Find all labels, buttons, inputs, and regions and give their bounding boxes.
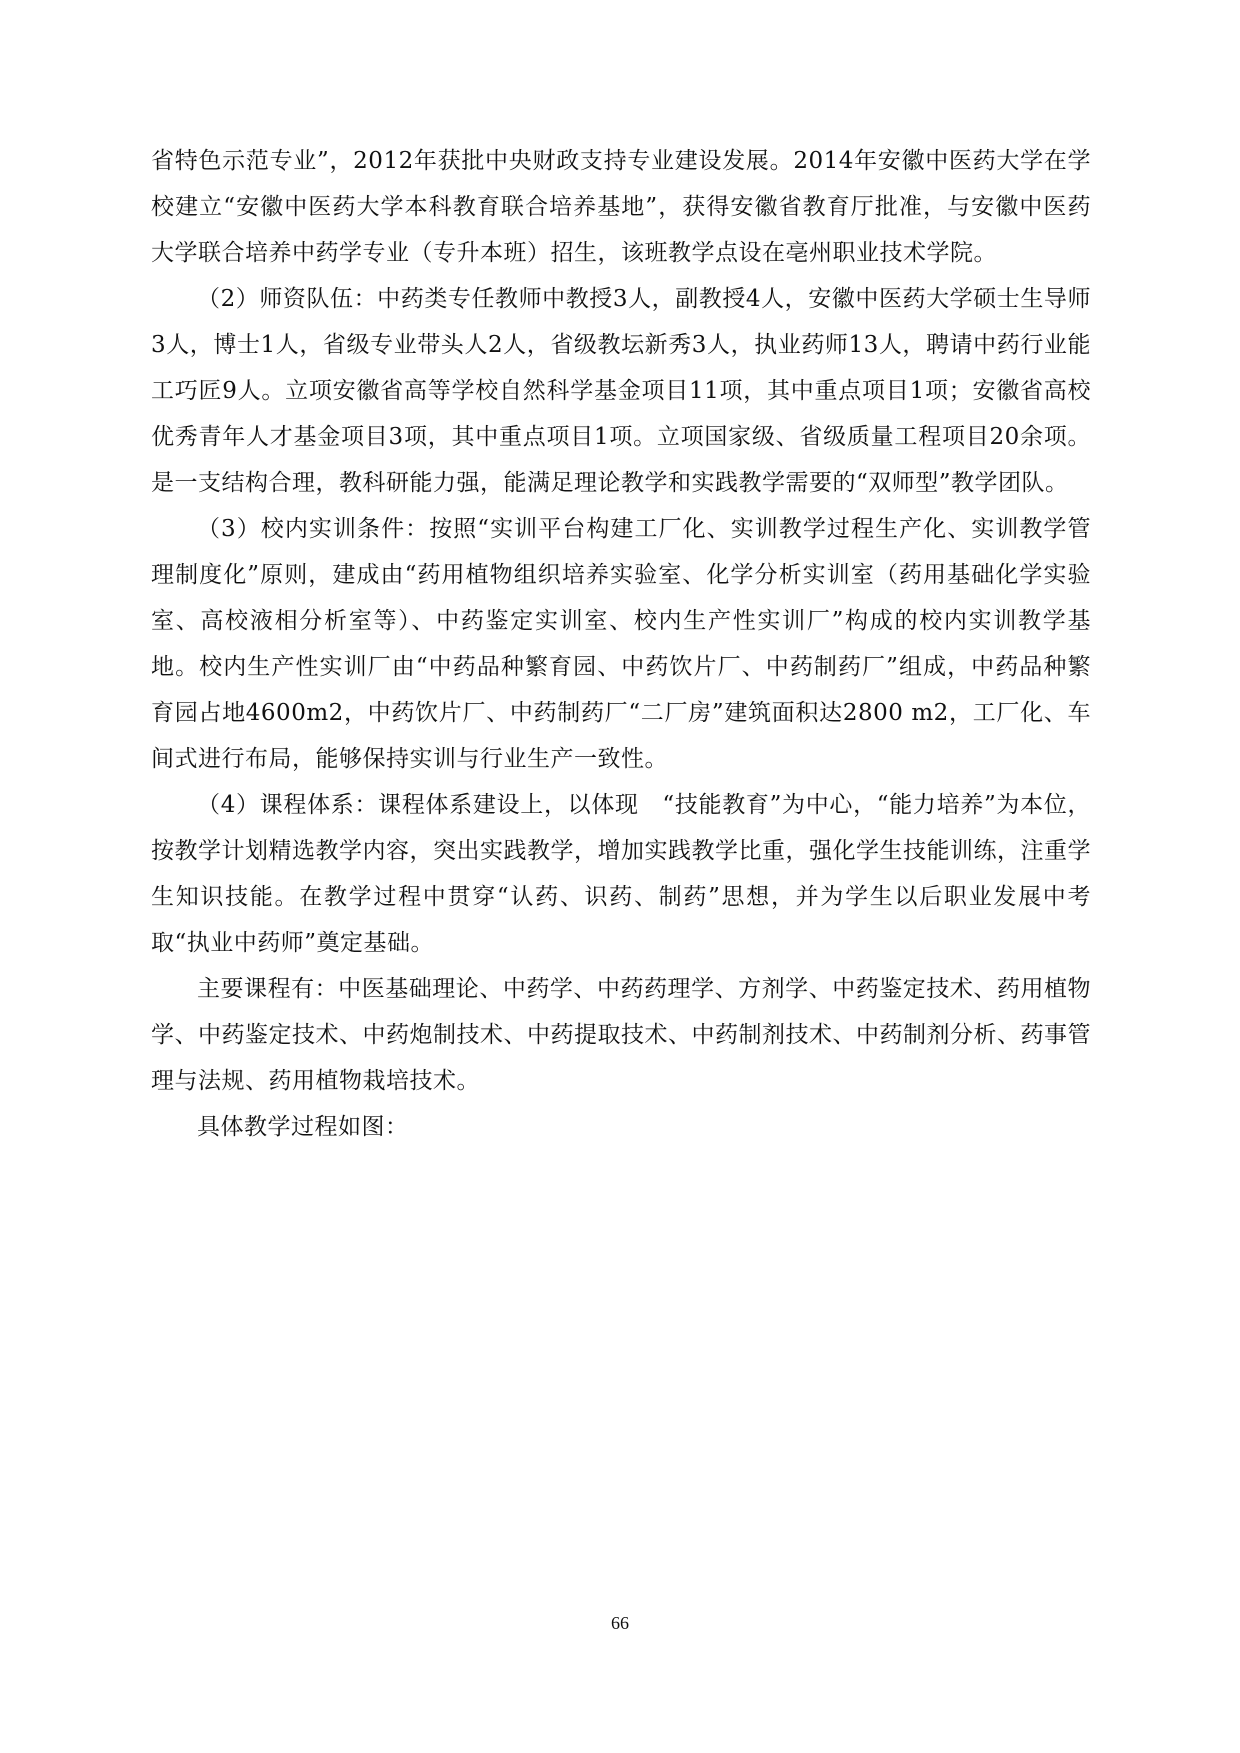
paragraph-curriculum-system: （4）课程体系：课程体系建设上，以体现 “技能教育”为中心，“能力培养”为本位，按教学计划精选教学内容，突出实践教学，增加实践教学比重，强化学生技能训练，注重学生知识技能。在教学过程中贯穿“认药、识药、制药”思想，并为学生以后职业发展中考取“执业中药师”奠定基础。	[151, 792, 1091, 956]
paragraph-training-conditions: （3）校内实训条件：按照“实训平台构建工厂化、实训教学过程生产化、实训教学管理制度化”原则，建成由“药用植物组织培养实验室、化学分析实训室（药用基础化学实验室、高校液相分析室等）、中药鉴定实训室、校内生产性实训厂”构成的校内实训教学基地。校内生产性实训厂由“中药品种繁育园、中药饮片厂、中药制药厂”组成，中药品种繁育园占地4600m2，中药饮片厂、中药制药厂“二厂房”建筑面积达2800 m2，工厂化、车间式进行布局，能够保持实训与行业生产一致性。	[151, 516, 1091, 772]
paragraph-main-courses: 主要课程有：中医基础理论、中药学、中药药理学、方剂学、中药鉴定技术、药用植物学、中药鉴定技术、中药炮制技术、中药提取技术、中药制剂技术、中药制剂分析、药事管理与法规、药用植物栽培技术。	[151, 976, 1091, 1094]
paragraph-intro-continued: 省特色示范专业”，2012年获批中央财政支持专业建设发展。2014年安徽中医药大学在学校建立“安徽中医药大学本科教育联合培养基地”，获得安徽省教育厅批准，与安徽中医药大学联合培养中药学专业（专升本班）招生，该班教学点设在亳州职业技术学院。	[151, 148, 1091, 266]
page-number: 66	[611, 1613, 629, 1633]
paragraph-faculty: （2）师资队伍：中药类专任教师中教授3人，副教授4人，安徽中医药大学硕士生导师3人，博士1人，省级专业带头人2人，省级教坛新秀3人，执业药师13人，聘请中药行业能工巧匠9人。立项安徽省高等学校自然科学基金项目11项，其中重点项目1项；安徽省高校优秀青年人才基金项目3项，其中重点项目1项。立项国家级、省级质量工程项目20余项。是一支结构合理，教科研能力强，能满足理论教学和实践教学需要的“双师型”教学团队。	[151, 286, 1091, 496]
body-text	[151, 138, 1091, 1150]
paragraph-process-intro: 具体教学过程如图：	[197, 1114, 409, 1140]
